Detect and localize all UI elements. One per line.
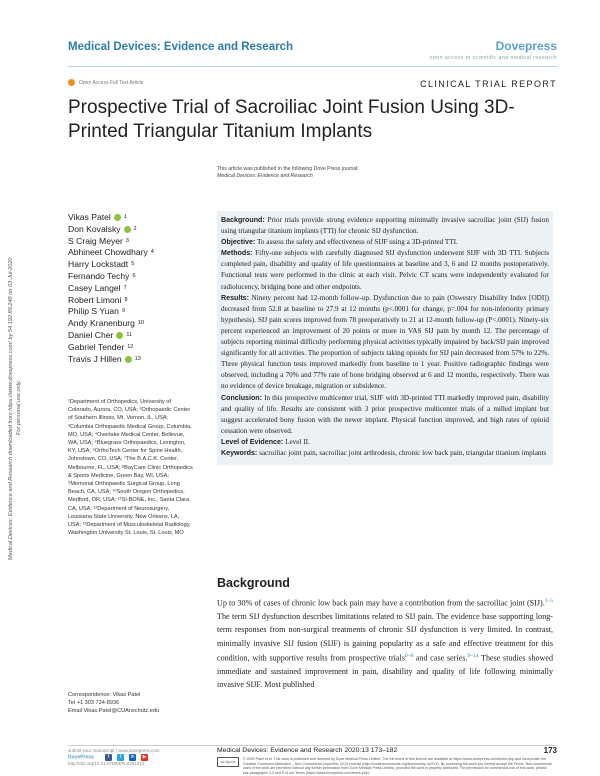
correspondence-name: Correspondence: Vikas Patel	[68, 692, 141, 698]
author-list	[68, 212, 154, 365]
correspondence	[68, 691, 159, 716]
background-text-3: and case series.	[413, 653, 468, 663]
author-affiliation-number: 13	[134, 355, 141, 362]
author-affiliation-number: 12	[127, 343, 134, 350]
author-name: Travis J Hillen	[68, 353, 122, 364]
doi-link[interactable]: http://doi.org/10.2147/MDER.S251012	[68, 761, 145, 766]
background-text-2: The term SIJ dysfunction describes limitations related to SIJ pain. The evidence base supporting long-term responses from non-surgical treatments of chronic SIJ dysfunction is very limited. In contrast, minimally invasive SIJ fusion (SIJF) is gaining popularity as a safe and effective treatment for this condition, with supportive results from prospective trials	[217, 611, 553, 663]
header-divider	[68, 66, 557, 67]
open-access-text: Open Access Full Text Article	[79, 79, 144, 86]
article-title: Prospective Trial of Sacroiliac Joint Fusion Using 3D-Printed Triangular Titanium Implants	[68, 97, 515, 142]
author-affiliation-number: 7	[123, 284, 127, 291]
orcid-icon[interactable]	[116, 332, 123, 339]
abstract-methods-label: Methods:	[221, 249, 253, 258]
author-affiliation-number: 6	[132, 272, 136, 279]
social-links	[105, 754, 148, 761]
author-name: Casey Langel	[68, 282, 121, 293]
abstract-background-text: Prior trials provide strong evidence supporting minimally invasive sacroiliac joint (SIJ) fusion using triangular titanium implants (TTI) for chronic SIJ dysfunction.	[221, 216, 549, 236]
author-affiliation-number: 9	[121, 308, 126, 315]
author-item	[68, 271, 154, 283]
reference-link[interactable]: 1–5	[544, 598, 553, 604]
abstract-level	[221, 437, 549, 448]
author-affiliation-number: 10	[137, 320, 145, 327]
author-affiliation-number: 8	[124, 296, 128, 303]
license-text: © 2020 Patel et al. This work is published and licensed by Dove Medical Press Limited. The full terms of this license are available at https://www.dovepress.com/terms.php and incorporate the Creative Commons Attribution – Non Commercial (unported, v3.0) License (http://creativecommons.org/licenses/by-nc/3.0/). By accessing the work you hereby accept the Terms. Non-commercial uses of the work are permitted without any further permission from Dove Medical Press Limited, provided the work is properly attributed. For permission for commercial use of this work, please see paragraphs 4.2 and 5 of our Terms (https://www.dovepress.com/terms.php).	[243, 757, 552, 775]
author-item	[68, 306, 154, 318]
author-item	[68, 212, 154, 224]
author-name: S Craig Meyer	[68, 235, 123, 246]
abstract-background-label: Background:	[221, 216, 265, 224]
author-name: Daniel Cher	[68, 329, 114, 340]
orcid-icon[interactable]	[125, 356, 132, 363]
background-text-4: These studies showed immediate and sustained improvement in pain, disability and quality of life following minimally invasive SIJF. Most published	[217, 653, 554, 690]
footer-divider	[68, 745, 557, 746]
facebook-icon[interactable]: f	[105, 754, 112, 761]
abstract-methods-text: Fifty-one subjects with carefully diagnosed SIJ dysfunction underwent SIJF with 3D TTI. Subjects completed pain, disability and quality of life questionnaires at baseline and 3, 6 and 12 months postoperatively. Functional tests were performed in the clinic at each visit. Pelvic CT scans were independently evaluated for radiolucency, bridging bone and other endpoints.	[221, 249, 549, 291]
dovepress-logo: DovePress	[68, 754, 94, 761]
page-number: 173	[543, 746, 557, 755]
abstract-objective-text: To assess the safety and effectiveness of SIJF using a 3D-printed TTI.	[256, 238, 458, 247]
publication-note-line2[interactable]: Medical Devices: Evidence and Research	[217, 173, 313, 179]
author-name: Vikas Patel	[68, 212, 111, 222]
author-item	[68, 295, 154, 307]
abstract-background	[221, 215, 549, 237]
author-name: Fernando Techy	[68, 270, 130, 281]
abstract-keywords-label: Keywords:	[221, 448, 258, 457]
publisher-tagline: open access to scientific and medical research	[429, 55, 557, 61]
author-name: Gabriel Tender	[68, 341, 125, 352]
author-affiliation-number: 4	[150, 249, 154, 256]
abstract-results-text: Ninety percent had 12-month follow-up. Dysfunction due to pain (Oswestry Disability Index [ODI]) decreased from 52.8 at baseline to 27.9 at 12 months (p<.0001 for change, p=.004 for non-inferiority primary hypothesis). SIJ pain scores improved from 78 preoperatively to 21 at 12-month follow-up (P<.0001). Ninety-six percent experienced an improvement of 20 points or more in VAS SIJ pain by month 12. The percentage of subjects reporting minimal difficulty performing physical activities typically impaired by back/SIJ pain improved significantly for all activities. The proportion of subjects taking opioids for SIJ pain decreased from 57% to 22%. Three physical function tests improved markedly from baseline to 1 year. Positive radiographic findings were observed, including a 70% and 77% rate of bone bridging observed at 6 and 12 months, respectively. There was no evidence of device breakage, migration or subsidence.	[221, 293, 550, 391]
author-name: Don Kovalsky	[68, 223, 121, 234]
author-affiliation-number: 2	[133, 225, 137, 232]
sidebar-personal-use: For personal use only.	[16, 380, 22, 435]
abstract-methods	[221, 248, 549, 292]
author-name: Andy Kranenburg	[68, 318, 135, 329]
abstract-level-label: Level of Evidence:	[221, 437, 284, 446]
abstract-results-label: Results:	[221, 293, 249, 302]
abstract-objective	[221, 237, 549, 248]
cc-license-icon[interactable]: cc by-nc	[217, 757, 239, 767]
abstract-conclusion-label: Conclusion:	[221, 393, 262, 402]
abstract-level-text: Level II.	[285, 437, 310, 446]
author-item	[68, 283, 154, 295]
author-name: Philip S Yuan	[68, 306, 119, 317]
publication-note	[217, 166, 359, 180]
linkedin-icon[interactable]: in	[130, 754, 135, 760]
background-text-1: Up to 30% of cases of chronic low back pain may have a contribution from the sacroiliac joint (SIJ).	[217, 598, 545, 608]
orcid-icon[interactable]	[124, 226, 131, 233]
correspondence-email[interactable]: Email Vikas.Patel@CUAnschutz.edu	[68, 708, 160, 715]
author-affiliation-number: 11	[126, 331, 133, 338]
author-name: Harry Lockstadt	[68, 259, 129, 270]
abstract-conclusion	[221, 393, 549, 437]
author-item	[68, 342, 154, 354]
author-item	[68, 318, 154, 330]
author-item	[68, 330, 154, 342]
footer-citation: Medical Devices: Evidence and Research 2020:13 173–182	[217, 747, 398, 754]
footer-left	[68, 748, 159, 767]
abstract-objective-label: Objective:	[221, 238, 256, 247]
journal-name: Medical Devices: Evidence and Research	[68, 41, 293, 53]
sidebar-download-line: Medical Devices: Evidence and Research downloaded from https://www.dovepress.com/ by 54.192.89.248 on 03-Jul-2020	[8, 257, 14, 560]
author-item	[68, 224, 154, 236]
author-affiliation-number: 5	[131, 261, 135, 268]
open-access-label	[68, 79, 143, 86]
publication-note-line1: This article was published in the following Dove Press journal:	[217, 166, 359, 172]
publisher-brand[interactable]	[429, 39, 557, 61]
youtube-icon[interactable]: ▶	[142, 754, 147, 760]
open-access-icon	[68, 79, 75, 86]
abstract-results	[221, 293, 549, 393]
article-type: CLINICAL TRIAL REPORT	[420, 79, 557, 89]
author-affiliation-number: 3	[125, 237, 129, 244]
orcid-icon[interactable]	[114, 214, 121, 221]
submit-manuscript-link[interactable]: submit your manuscript | www.dovepress.com	[68, 748, 160, 753]
reference-link[interactable]: 9–14	[467, 652, 479, 659]
sidebar-download-notice	[8, 130, 22, 560]
publisher-name: Dovepress	[495, 39, 557, 53]
author-name: Robert Limoni	[68, 294, 122, 305]
abstract-conclusion-text: In this prospective multicenter trial, SIJF with 3D-printed TTI markedly improved pain, disability and quality of life. Results are consistent with 3 prior prospective multicenter trials of a milled implant but suggest accelerated bony fusion with the newer implant. Physical function improved, and high rates of opioid cessation were observed.	[221, 393, 550, 435]
background-body	[217, 595, 553, 691]
author-item	[68, 354, 154, 366]
correspondence-tel: Tel +1 303 724-8936	[68, 700, 120, 707]
reference-link[interactable]: 6–8	[404, 652, 414, 659]
author-item	[68, 247, 154, 259]
affiliations: ¹Department of Orthopedics, University of Colorado, Aurora, CO, USA; ²Orthopaedic Center of Southern Illinois, Mt. Vernon, IL, USA; ³Columbia Orthopaedic Medical Group, Columbia, MO, USA; ⁴Overlake Medical Center, Bellevue, WA, USA; ⁵Bluegrass Orthopaedics, Lexington, KY, USA; ⁶OrthoTech Center for Spine Health, Johnstown, CO, USA; ⁷The B.A.C.K. Center, Melbourne, FL, USA; ⁸BayCare Clinic Orthopedics & Sports Medicine, Green Bay, WI, USA; ⁹Memorial Orthopaedic Surgical Group, Long Beach, CA, USA; ¹⁰South Oregon Orthopedics, Medford, OR, USA; ¹¹SI-BONE, Inc., Santa Clara, CA, USA; ¹²Department of Neurosurgery, Louisiana State University, New Orleans, LA, USA; ¹³Department of Musculoskeletal Radiology, Washington University St. Louis, St. Louis, MO	[68, 399, 193, 537]
abstract-keywords	[221, 448, 549, 459]
author-name: Abhineet Chowdhary	[68, 247, 148, 258]
author-affiliation-number: 1	[123, 214, 127, 220]
abstract-keywords-text: sacroiliac joint pain, sacroiliac joint arthrodesis, chronic low back pain, triangular titanium implants	[259, 448, 547, 457]
twitter-icon[interactable]: t	[117, 754, 124, 761]
author-item	[68, 259, 154, 271]
abstract-box	[217, 211, 553, 465]
background-heading: Background	[217, 576, 290, 590]
license-notice	[217, 757, 553, 775]
author-item	[68, 236, 154, 248]
